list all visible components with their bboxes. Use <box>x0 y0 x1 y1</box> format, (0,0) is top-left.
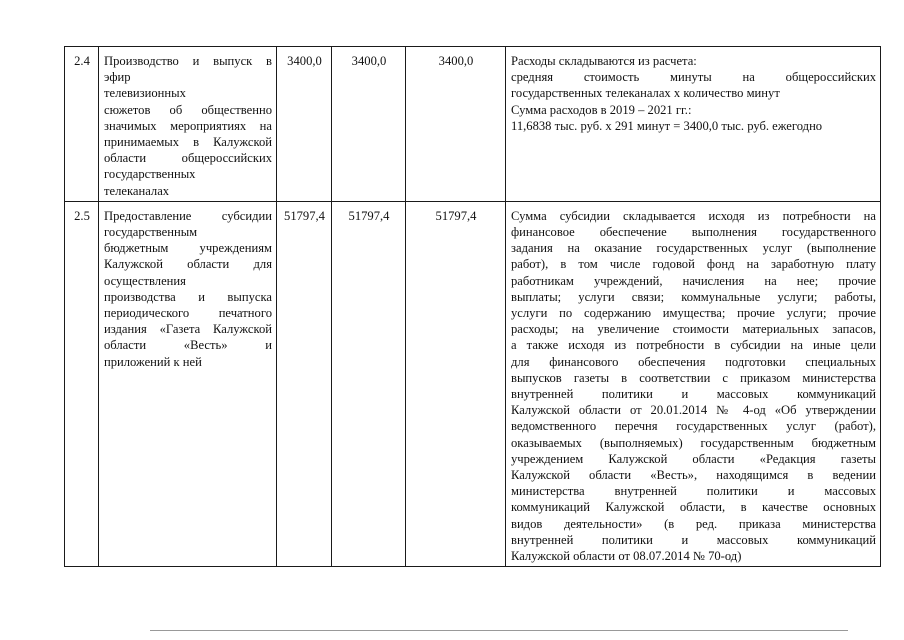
justification-line: выплаты; услуги связи; коммунальные услуги; работы, <box>511 289 876 304</box>
row-number: 2.4 <box>65 47 99 202</box>
amount-value-2019: 3400,0 <box>277 47 332 202</box>
row-title <box>99 201 277 566</box>
title-line: Производство и выпуск в <box>104 54 272 68</box>
justification-line: коммуникаций Калужской области, в качестве основных <box>511 500 876 515</box>
amount-value-2021: 3400,0 <box>406 47 506 202</box>
title-line: осуществления <box>104 273 186 288</box>
justification-line: расходы; на увеличение стоимости материальных запасов, <box>511 322 876 337</box>
title-line: периодического печатного <box>104 306 272 321</box>
justification-line: учреждением Калужской области «Редакция газеты <box>511 451 876 466</box>
title-line: государственным <box>104 225 198 240</box>
justification-line: министерства внутренней политики и массовых <box>511 484 876 499</box>
title-line: области «Весть» и <box>104 338 272 353</box>
title-line: производства и выпуска <box>104 289 272 304</box>
row-number: 2.5 <box>65 201 99 566</box>
title-line: Предоставление субсидии <box>104 208 272 223</box>
title-line: сюжетов об общественно <box>104 102 272 117</box>
amount-value-2020: 3400,0 <box>332 47 406 202</box>
justification-line: оказываемых (выполняемых) государственным бюджетным <box>511 435 876 450</box>
justification-line: 11,6838 тыс. руб. х 291 минут = 3400,0 тыс. руб. ежегодно <box>511 118 823 133</box>
justification-line: Калужской области от 20.01.2014 № 4-од «Об утверждении <box>511 403 876 418</box>
footer-rule <box>150 630 848 631</box>
justification-line: Сумма расходов в 2019 – 2021 гг.: <box>511 102 692 117</box>
title-line: бюджетным учреждениям <box>104 241 272 256</box>
table-body <box>65 47 881 567</box>
justification-line: задания на оказание государственных услуг (выполнение <box>511 241 876 256</box>
title-line: Калужской области для <box>104 257 272 272</box>
justification-line: средняя стоимость минуты на общероссийских <box>511 70 876 85</box>
title-line: эфир <box>104 70 131 85</box>
justification-line: Калужской области от 08.07.2014 № 70-од) <box>511 549 742 564</box>
justification-line: Расходы складываются из расчета: <box>511 54 697 68</box>
justification-line: внутренней политики и массовых коммуникаций <box>511 532 876 547</box>
justification-line: видов деятельности» (в ред. приказа министерства <box>511 516 876 531</box>
amount-value-2019: 51797,4 <box>277 201 332 566</box>
budget-table <box>64 46 881 567</box>
justification-line: работ), в том числе годовой фонд на заработную плату <box>511 257 876 272</box>
justification-line: Калужской области «Весть», находящимся в ведении <box>511 468 876 483</box>
justification-line: финансовое обеспечение выполнения государственного <box>511 225 876 240</box>
justification-line: для финансового обеспечения подготовки специальных <box>511 354 876 369</box>
row-justification <box>506 201 881 566</box>
title-line: принимаемых в Калужской <box>104 135 272 150</box>
title-line: телеканалах <box>104 183 170 198</box>
title-line: значимых мероприятиях на <box>104 118 272 133</box>
table-row <box>65 47 881 202</box>
title-line: приложений к ней <box>104 354 202 369</box>
title-line: области общероссийских <box>104 151 272 166</box>
row-title <box>99 47 277 202</box>
justification-line: внутренней политики и массовых коммуникаций <box>511 387 876 402</box>
justification-line: государственных телеканалах х количество минут <box>511 86 780 101</box>
justification-line: работникам учреждений, начисления на нее; прочие <box>511 273 876 288</box>
table-row <box>65 201 881 566</box>
justification-line: выпусков газеты в соответствии с приказом министерства <box>511 370 876 385</box>
row-justification <box>506 47 881 202</box>
title-line: издания «Газета Калужской <box>104 322 272 337</box>
amount-value-2020: 51797,4 <box>332 201 406 566</box>
amount-value-2021: 51797,4 <box>406 201 506 566</box>
justification-line: ведомственного перечня государственных услуг (работ), <box>511 419 876 434</box>
justification-line: а также исходя из потребности в субсидии на иные цели <box>511 338 876 353</box>
justification-line: Сумма субсидии складывается исходя из потребности на <box>511 208 876 223</box>
title-line: государственных <box>104 167 196 182</box>
justification-line: услуги по содержанию имущества; прочие услуги; прочие <box>511 306 876 321</box>
title-line: телевизионных <box>104 86 186 101</box>
